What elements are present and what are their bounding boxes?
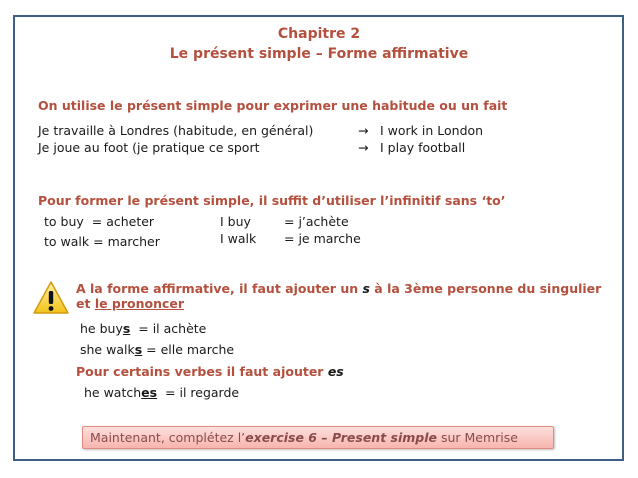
arrow-icon: →: [358, 140, 369, 155]
callout-text: sur Memrise: [436, 430, 518, 445]
rule-s: s: [362, 281, 370, 296]
chapter-title: Chapitre 2: [277, 26, 361, 42]
example-stem: he buy: [80, 321, 123, 336]
infinitive-row-1: [44, 214, 154, 229]
infinitive-fr: marcher: [107, 234, 160, 249]
example-suffix: s: [134, 342, 143, 357]
infinitive-en: to walk: [44, 234, 90, 249]
example-suffix: es: [141, 385, 158, 400]
rule-pronounce: le prononcer: [94, 296, 185, 311]
es-rule: [76, 364, 344, 379]
infinitive-en: to buy: [44, 214, 84, 229]
example-stem: she walk: [80, 342, 135, 357]
rule-es: es: [327, 364, 344, 379]
section1-heading: On utilise le présent simple pour exprimer une habitude ou un fait: [38, 98, 508, 113]
conjugated-fr-2: = je marche: [284, 231, 361, 246]
infinitive-fr: acheter: [106, 214, 155, 229]
rule-text: à la 3ème personne du singulier: [369, 281, 602, 296]
rule-text: A la forme affirmative, il faut ajouter un: [76, 281, 363, 296]
arrow-icon: →: [358, 123, 369, 138]
example-translation: = elle marche: [142, 342, 235, 357]
example-fr-2: Je joue au foot (je pratique ce sport: [38, 140, 260, 155]
conjugated-en-2: I walk: [220, 231, 257, 246]
equals: =: [91, 214, 107, 229]
callout-text: Maintenant, complétez l’: [90, 430, 246, 445]
conjugated-fr-1: = j’achète: [284, 214, 349, 229]
exercise-callout-text: [90, 430, 518, 445]
example-buys: [80, 321, 206, 336]
example-translation: = il achète: [130, 321, 207, 336]
example-en-2: I play football: [380, 140, 466, 155]
example-translation: = il regarde: [157, 385, 240, 400]
example-fr-1: Je travaille à Londres (habitude, en général): [38, 123, 314, 138]
exercise-name: exercise 6 – Present simple: [245, 430, 437, 445]
rule-text: Pour certains verbes il faut ajouter: [76, 364, 328, 379]
rule-line-2: [76, 296, 184, 311]
example-en-1: I work in London: [380, 123, 484, 138]
rule-text: et: [76, 296, 95, 311]
section2-heading: Pour former le présent simple, il suffit d’utiliser l’infinitif sans ‘to’: [38, 193, 506, 208]
conjugated-en-1: I buy: [220, 214, 251, 229]
rule-line-1: [76, 281, 601, 296]
warning-triangle-icon: [32, 280, 70, 316]
example-stem: he watch: [84, 385, 142, 400]
infinitive-row-2: [44, 234, 160, 249]
equals: =: [93, 234, 108, 249]
example-walks: [80, 342, 234, 357]
example-suffix: s: [122, 321, 131, 336]
slide-subtitle: Le présent simple – Forme affirmative: [169, 46, 469, 62]
example-watches: [84, 385, 239, 400]
